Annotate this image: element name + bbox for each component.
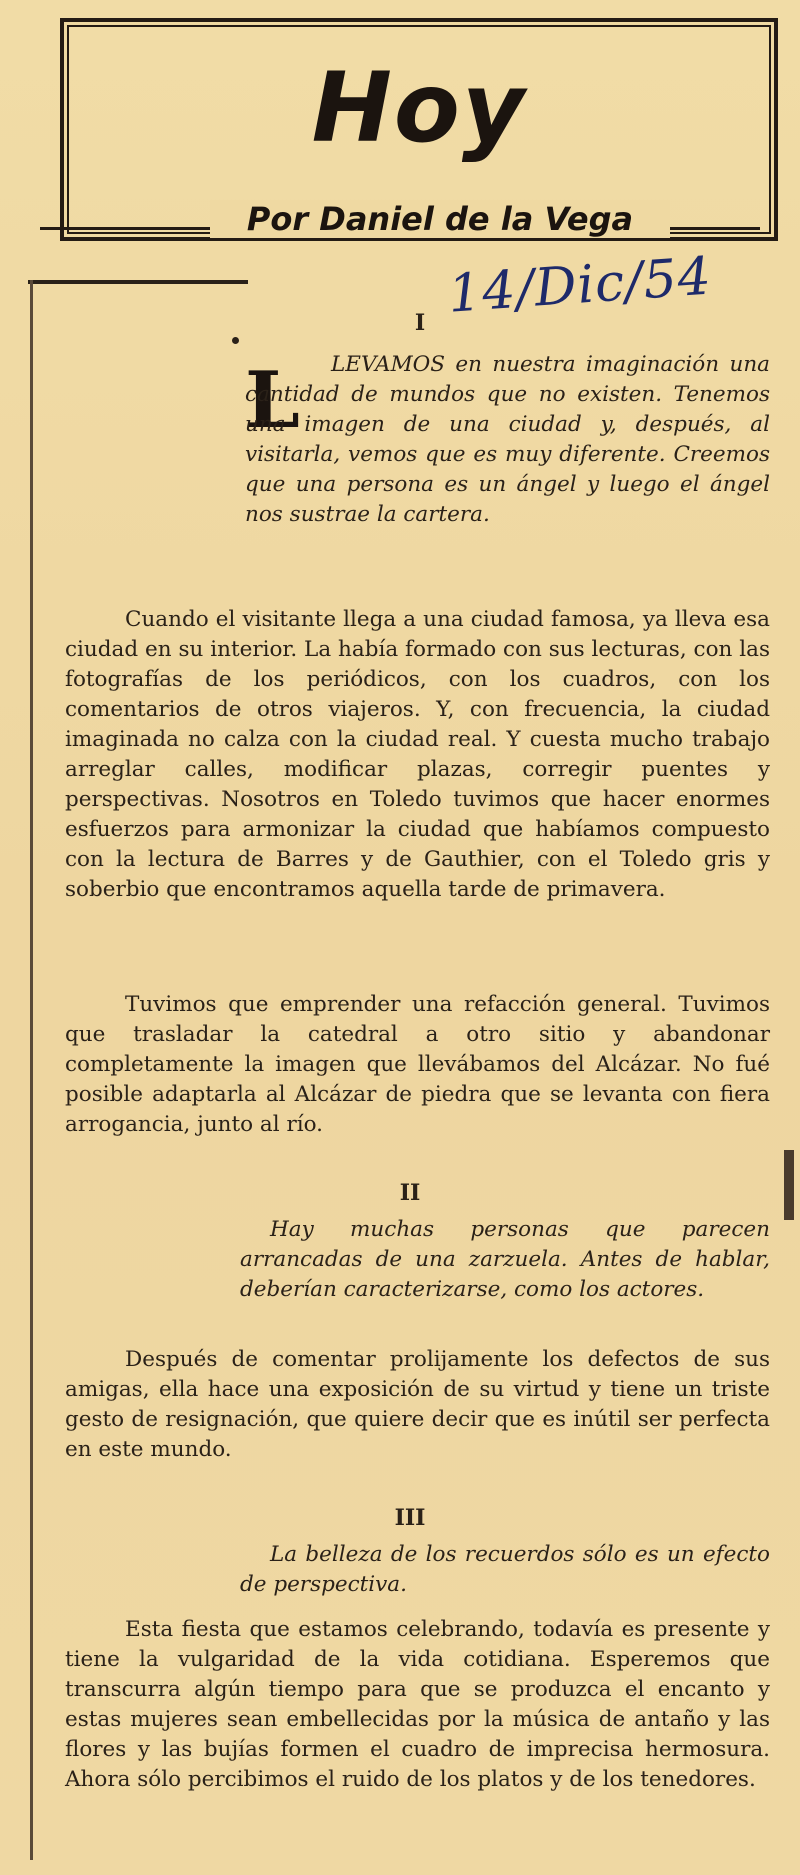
byline-row [40, 200, 760, 240]
section-1-lead: LEVAMOS en nuestra imaginación una cantidad de mundos que no existen. Tenemos una imagen de una ciudad y, después, al visitarla, vemos que es muy diferente. Creemos que una persona es un ángel y luego el ángel nos sustrae la cartera. [245, 352, 770, 527]
section-3-lead: La belleza de los recuerdos sólo es un efecto de perspectiva. [240, 1542, 770, 1597]
bullet-dot [232, 337, 239, 344]
section-numeral-2: II [399, 1180, 421, 1206]
section-2-paragraph-1: Después de comentar prolijamente los defectos de sus amigas, ella hace una exposición de su virtud y tiene un triste gesto de resignación, que quiere decir que es inútil ser perfecta en este mundo. [65, 1347, 770, 1462]
section-1-paragraph-2: Tuvimos que emprender una refacción general. Tuvimos que trasladar la catedral a otro sitio y abandonar completamente la imagen que llevábamos del Alcázar. No fué posible adaptarla al Alcázar de piedra que se levanta con fiera arrogancia, junto al río. [65, 992, 770, 1137]
byline-rule-left [40, 227, 210, 230]
column-title: Hoy [311, 52, 527, 164]
section-numeral-3: III [394, 1505, 426, 1531]
handwritten-date: 14/Dic/54 [446, 246, 714, 325]
drop-cap: L [245, 355, 300, 446]
section-1-paragraph-1: Cuando el visitante llega a una ciudad famosa, ya lleva esa ciudad en su interior. La había formado con sus lecturas, con las fotografías de los periódicos, con los cuadros, con los comentarios de otros viajeros. Y, con frecuencia, la ciudad imaginada no calza con la ciudad real. Y cuesta mucho trabajo arreglar calles, modificar plazas, corregir puentes y perspectivas. Nosotros en Toledo tuvimos que hacer enormes esfuerzos para armonizar la ciudad que habíamos compuesto con la lectura de Barres y de Gauthier, con el Toledo gris y soberbio que encontramos aquella tarde de primavera. [65, 607, 770, 902]
column-left-rule [30, 280, 33, 1860]
section-2-lead: Hay muchas personas que parecen arrancadas de una zarzuela. Antes de hablar, deberían caracterizarse, como los actores. [240, 1217, 770, 1302]
column-top-rule [28, 280, 248, 284]
section-3-paragraph-1: Esta fiesta que estamos celebrando, todavía es presente y tiene la vulgaridad de la vida cotidiana. Esperemos que transcurra algún tiempo para que se produzca el encanto y estas mujeres sean embellecidas por la música de antaño y las flores y las bujías formen el cuadro de imprecisa hermosura. Ahora sólo percibimos el ruido de los platos y de los tenedores. [65, 1617, 770, 1792]
byline: Por Daniel de la Vega [210, 200, 670, 238]
edge-mark [784, 1150, 794, 1220]
section-numeral-1: I [414, 310, 426, 336]
